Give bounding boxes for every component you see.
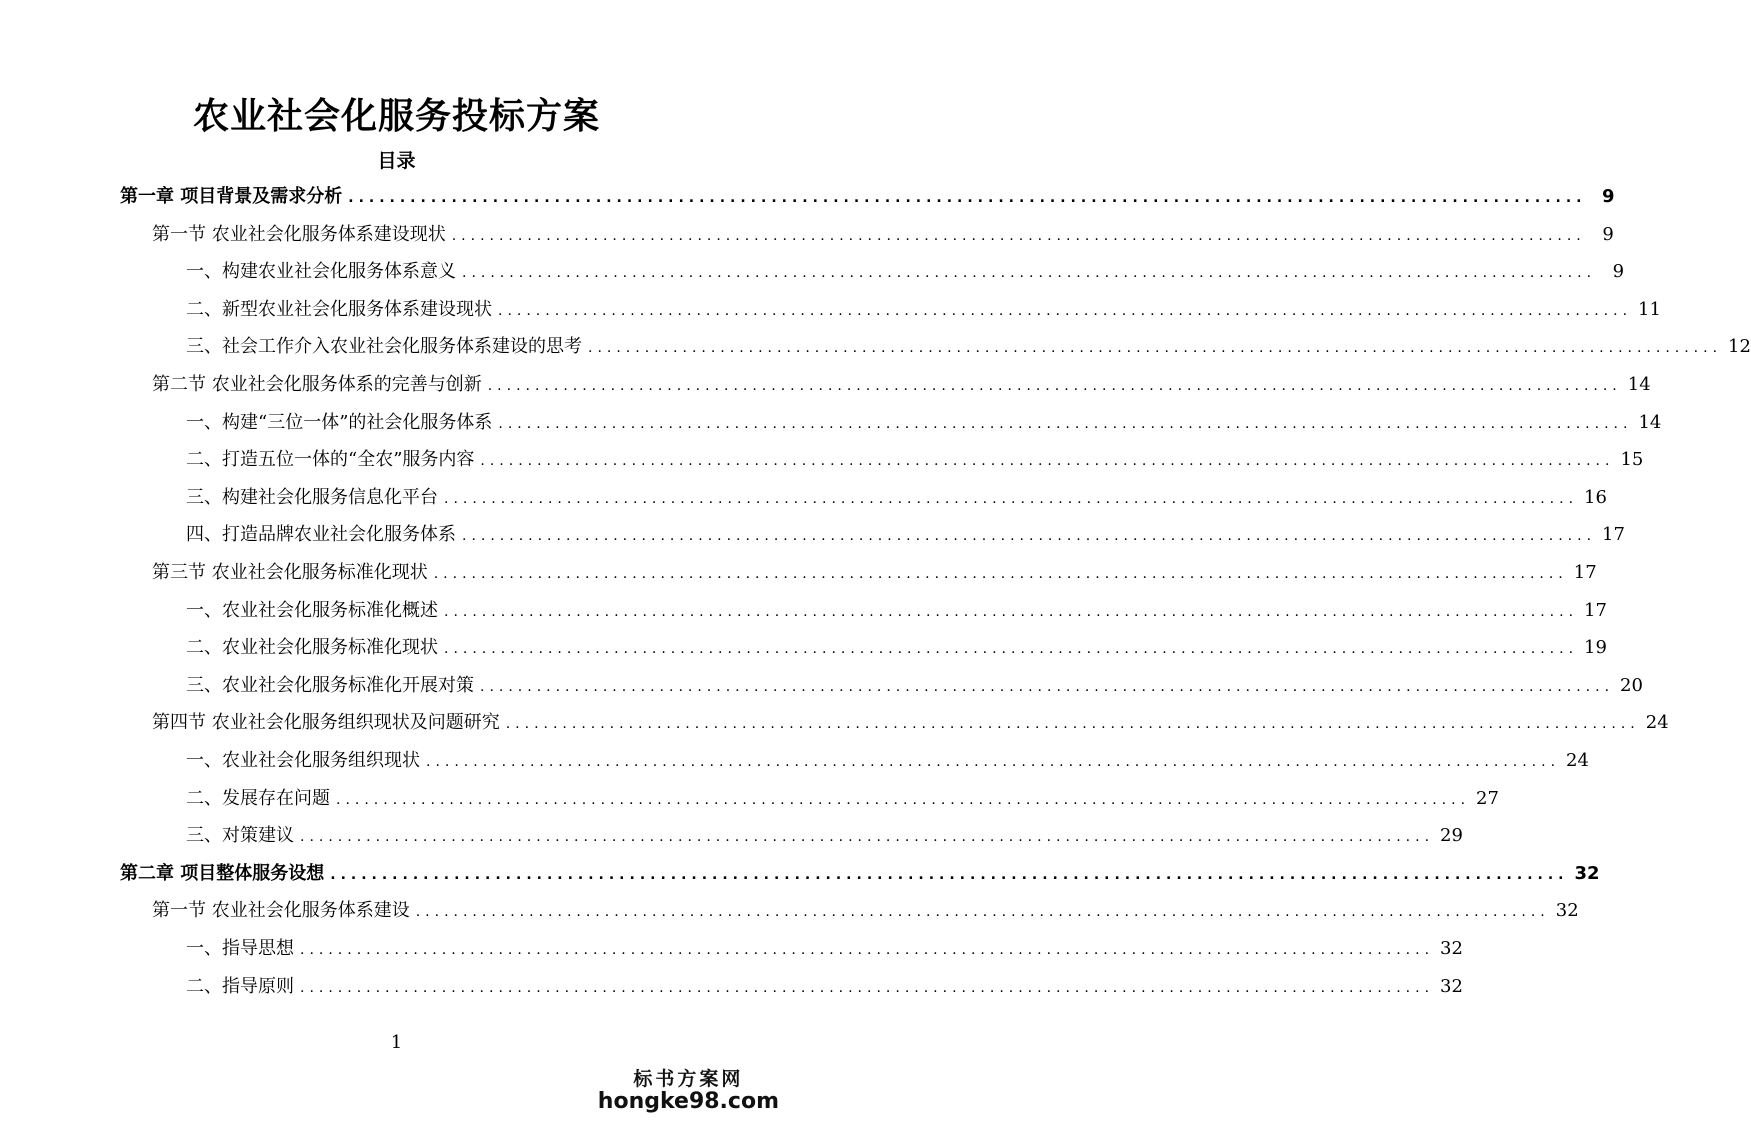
toc-entry[interactable] xyxy=(120,182,1615,212)
toc-entry-label: 二、发展存在问题 xyxy=(186,787,330,809)
toc-entry[interactable] xyxy=(186,972,1463,1002)
toc-entry-page: 14 xyxy=(1627,374,1651,395)
toc-entry[interactable] xyxy=(186,445,1644,475)
toc-entry[interactable] xyxy=(186,596,1607,626)
toc-entry-page: 9 xyxy=(1612,261,1625,283)
toc-leader-dots: ........................................................................................................................ xyxy=(300,942,1435,958)
toc-entry-page: 14 xyxy=(1638,411,1662,433)
toc-entry-label: 一、农业社会化服务组织现状 xyxy=(186,750,420,771)
toc-entry[interactable] xyxy=(152,708,1669,738)
toc-entry-label: 二、打造五位一体的“全农”服务内容 xyxy=(186,449,475,471)
toc-entry-label: 第三节 农业社会化服务标准化现状 xyxy=(152,562,428,583)
toc-leader-dots: ........................................................................................................................ xyxy=(300,829,1435,846)
toc-entry-page: 16 xyxy=(1584,486,1607,508)
toc-entry[interactable] xyxy=(120,859,1600,889)
watermark-name: 标书方案网 xyxy=(633,1068,744,1090)
toc-entry-label: 第四节 农业社会化服务组织现状及问题研究 xyxy=(152,712,500,734)
toc-leader-dots: ........................................................................................................................ xyxy=(462,265,1597,282)
toc-entry[interactable] xyxy=(186,295,1661,325)
toc-entry-label: 三、构建社会化服务信息化平台 xyxy=(186,486,438,508)
toc-heading: 目录 xyxy=(377,150,416,172)
toc-entry[interactable] xyxy=(152,370,1651,400)
toc-entry-label: 一、构建“三位一体”的社会化服务体系 xyxy=(186,411,493,433)
toc-leader-dots: ........................................................................................................................ xyxy=(462,528,1597,545)
toc-leader-dots: ........................................................................................................................ xyxy=(498,302,1633,319)
toc-entry[interactable] xyxy=(186,408,1662,438)
page-number: 1 xyxy=(390,1032,403,1053)
toc-entry-page: 24 xyxy=(1645,712,1669,734)
toc-entry-page: 27 xyxy=(1476,787,1499,809)
toc-leader-dots: ........................................................................................................................ xyxy=(444,490,1579,507)
toc-entry[interactable] xyxy=(186,257,1625,287)
toc-entry-page: 9 xyxy=(1602,223,1614,245)
toc-leader-dots: ........................................................................................................................ xyxy=(480,678,1615,695)
toc-leader-dots: ........................................................................................................................ xyxy=(505,716,1640,733)
toc-leader-dots: ........................................................................................................................ xyxy=(348,190,1587,206)
toc-entry-label: 第一节 农业社会化服务体系建设现状 xyxy=(152,223,446,245)
toc-leader-dots: ........................................................................................................................ xyxy=(415,904,1550,921)
toc-entry-label: 第二章 项目整体服务设想 xyxy=(120,862,325,884)
toc-entry-page: 32 xyxy=(1440,975,1463,997)
toc-leader-dots: ........................................................................................................................ xyxy=(444,603,1579,620)
toc-entry[interactable] xyxy=(186,633,1607,663)
toc-entry[interactable] xyxy=(186,332,1751,362)
toc-entry-page: 19 xyxy=(1584,637,1607,659)
toc-entry[interactable] xyxy=(152,558,1597,588)
toc-entry-label: 第一节 农业社会化服务体系建设 xyxy=(152,900,410,922)
toc-entry-label: 二、新型农业社会化服务体系建设现状 xyxy=(186,298,492,320)
toc-entry-page: 11 xyxy=(1638,298,1661,320)
toc-leader-dots: ........................................................................................................................ xyxy=(433,566,1568,582)
toc-entry-page: 32 xyxy=(1440,938,1463,959)
toc-entry-page: 12 xyxy=(1728,336,1751,358)
toc-entry-label: 一、农业社会化服务标准化概述 xyxy=(186,599,438,621)
toc-entry-label: 二、指导原则 xyxy=(186,975,294,997)
toc-entry[interactable] xyxy=(186,483,1607,513)
toc-entry-page: 29 xyxy=(1440,825,1463,847)
toc-entry-page: 17 xyxy=(1573,562,1597,583)
toc-leader-dots: ........................................................................................................................ xyxy=(588,340,1723,357)
toc-entry-page: 24 xyxy=(1566,750,1589,771)
toc-leader-dots: ........................................................................................................................ xyxy=(300,979,1435,996)
toc-entry-label: 一、指导思想 xyxy=(186,938,294,959)
toc-entry-page: 15 xyxy=(1620,449,1644,471)
toc-entry-page: 17 xyxy=(1584,599,1607,621)
toc-leader-dots: ........................................................................................................................ xyxy=(336,791,1471,808)
toc-entry-label: 第二节 农业社会化服务体系的完善与创新 xyxy=(152,374,482,395)
toc-entry-label: 第一章 项目背景及需求分析 xyxy=(120,186,343,207)
toc-leader-dots: ........................................................................................................................ xyxy=(426,754,1561,770)
toc-entry[interactable] xyxy=(152,896,1579,926)
toc-entry-label: 四、打造品牌农业社会化服务体系 xyxy=(186,524,456,546)
toc-entry-label: 三、农业社会化服务标准化开展对策 xyxy=(186,674,474,696)
toc-entry[interactable] xyxy=(186,934,1463,964)
toc-entry-label: 三、社会工作介入农业社会化服务体系建设的思考 xyxy=(186,336,582,358)
toc-entry[interactable] xyxy=(186,520,1625,550)
toc-entry-label: 三、对策建议 xyxy=(186,825,294,847)
toc-entry-page: 20 xyxy=(1620,674,1643,696)
toc-leader-dots: ........................................................................................................................ xyxy=(451,227,1586,244)
watermark-logo xyxy=(598,1064,779,1114)
toc-entry[interactable] xyxy=(186,821,1463,851)
toc-entry-label: 二、农业社会化服务标准化现状 xyxy=(186,637,438,659)
toc-leader-dots: ........................................................................................................................ xyxy=(444,641,1579,658)
toc-leader-dots: ........................................................................................................................ xyxy=(480,453,1615,470)
toc-entry[interactable] xyxy=(186,746,1589,776)
toc-entry[interactable] xyxy=(186,784,1499,814)
toc-entry-page: 32 xyxy=(1555,900,1579,922)
toc-entry-page: 9 xyxy=(1601,186,1615,207)
document-title: 农业社会化服务投标方案 xyxy=(192,96,600,137)
toc-entry[interactable] xyxy=(186,671,1643,701)
toc-entry-label: 一、构建农业社会化服务体系意义 xyxy=(186,261,456,283)
toc-entry-page: 17 xyxy=(1602,524,1625,546)
toc-entry-page: 32 xyxy=(1574,862,1600,884)
toc-entry[interactable] xyxy=(152,220,1614,250)
toc-leader-dots: ........................................................................................................................ xyxy=(498,415,1633,432)
toc-leader-dots: ........................................................................................................................ xyxy=(487,378,1622,394)
watermark-url: hongke98.com xyxy=(597,1089,779,1114)
toc-leader-dots: ........................................................................................................................ xyxy=(330,866,1569,883)
